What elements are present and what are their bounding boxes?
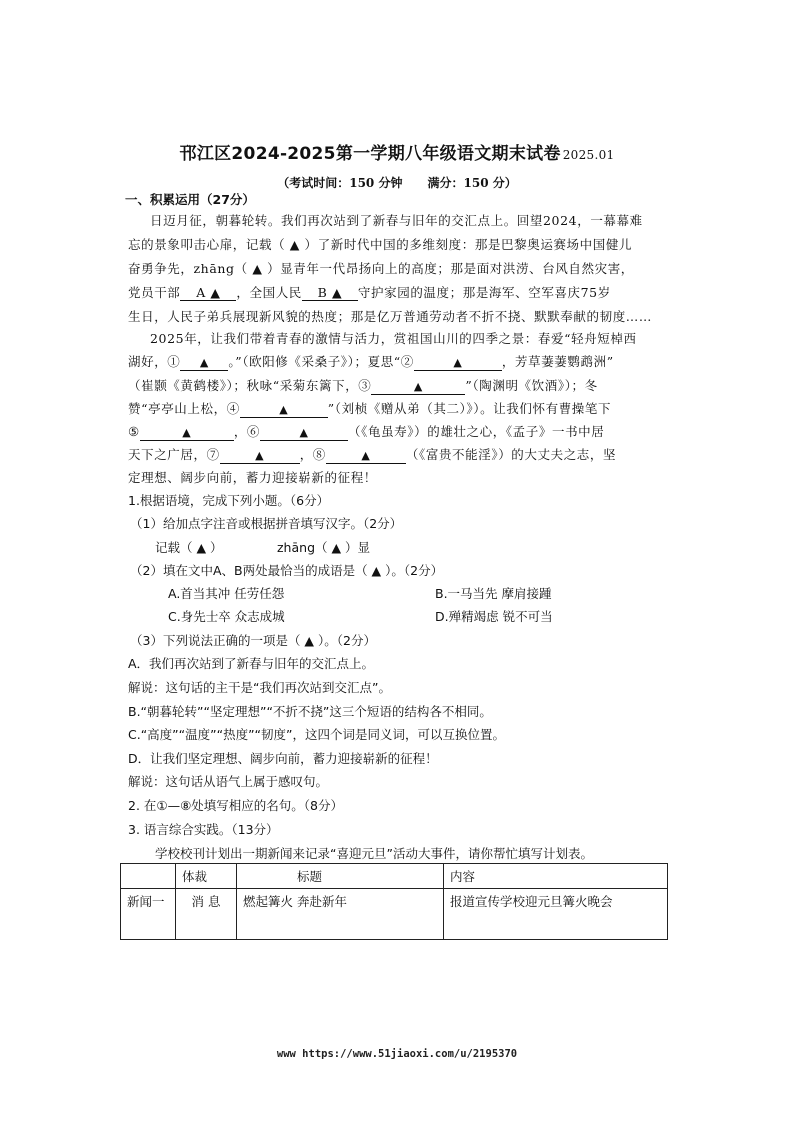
blank-3[interactable]: ▲ <box>371 379 465 395</box>
exam-date: 2025.01 <box>562 148 615 162</box>
para2-line5 <box>128 423 604 441</box>
para2-line2-b: 。”（欧阳修《采桑子》）；夏思“② <box>228 354 414 369</box>
para1-line4-c: 守护家园的温度；那是海军、空军喜庆75岁 <box>357 285 611 300</box>
blank-2[interactable]: ▲ <box>414 355 502 371</box>
table-header-content: 内容 <box>444 864 668 889</box>
para2-line6 <box>128 446 616 464</box>
para1-line4 <box>128 284 611 302</box>
exam-title-text: 邗江区2024-2025第一学期八年级语文期末试卷 <box>179 144 561 164</box>
choice-b[interactable]: B.“朝暮轮转”“坚定理想”“不折不挠”这三个短语的结构各不相同。 <box>128 704 492 719</box>
blank-6[interactable]: ▲ <box>260 425 348 441</box>
table-header-row <box>121 864 668 889</box>
para1-line4-b: ，全国人民 <box>236 285 302 300</box>
para2-line3 <box>128 377 598 395</box>
table-cell-news: 新闻一 <box>121 889 176 940</box>
question-1-3: （3）下列说法正确的一项是（ ▲ ）。（2分） <box>130 633 376 648</box>
table-row <box>121 889 668 940</box>
para2-line6-c: （《富贵不能淫》）的大丈夫之志，坚 <box>405 447 617 462</box>
exam-subtitle: （考试时间：150 分钟 满分：150 分） <box>277 176 517 190</box>
question-1: 1.根据语境，完成下列小题。（6分） <box>128 493 330 508</box>
table-cell-genre[interactable]: 消 息 <box>176 889 237 940</box>
para2-line2-a: 湖好，① <box>128 354 181 369</box>
choice-c[interactable]: C.“高度”“温度”“热度”“韧度”，这四个词是同义词，可以互换位置。 <box>128 727 506 742</box>
blank-1[interactable]: ▲ <box>180 355 228 371</box>
question-2: 2. 在①—⑧处填写相应的名句。（8分） <box>128 798 344 813</box>
choice-d-note: 解说：这句话从语气上属于感叹句。 <box>128 774 329 789</box>
para1-line4-a: 党员干部 <box>128 285 181 300</box>
para1-line3: 奋勇争先，zhāng（ ▲ ）显青年一代昂扬向上的高度；那是面对洪涝、台风自然灾害， <box>128 261 634 276</box>
table-cell-content[interactable]: 报道宣传学校迎元旦篝火晚会 <box>444 889 668 940</box>
blank-5[interactable]: ▲ <box>140 425 234 441</box>
table-header-title: 标题 <box>237 864 444 889</box>
blank-4[interactable]: ▲ <box>240 402 328 418</box>
para2-line3-b: ”（陶渊明《饮酒》）；冬 <box>465 378 598 393</box>
question-1-2: （2）填在文中A、B两处最恰当的成语是（ ▲ ）。（2分） <box>130 563 444 578</box>
option-b[interactable]: B.一马当先 摩肩接踵 <box>435 586 552 601</box>
blank-b[interactable]: B ▲ <box>302 285 358 301</box>
table-header-cell <box>121 864 176 889</box>
blank-7[interactable]: ▲ <box>220 448 300 464</box>
choice-a[interactable]: A．我们再次站到了新春与旧年的交汇点上。 <box>128 656 375 671</box>
para2-line5-c: （《龟虽寿》）的雄壮之心，《孟子》一书中居 <box>348 424 605 439</box>
footer-url[interactable]: www https://www.51jiaoxi.com/u/2195370 <box>276 1048 518 1060</box>
para2-line4-a: 赞“亭亭山上松，④ <box>128 401 240 416</box>
para2-line5-a: ⑤ <box>128 424 140 439</box>
para1-line2: 忘的景象叩击心扉，记载（ ▲ ）了新时代中国的多维刻度：那是巴黎奥运赛场中国健儿 <box>128 237 633 252</box>
para2-line4 <box>128 400 611 418</box>
option-a[interactable]: A.首当其冲 任劳任怨 <box>168 586 285 601</box>
choice-d[interactable]: D．让我们坚定理想、阔步向前，蓄力迎接崭新的征程！ <box>128 751 438 766</box>
exam-title <box>0 139 794 164</box>
para2-line3-a: （崔颢《黄鹤楼》）；秋咏“采菊东篱下，③ <box>128 378 372 393</box>
para2-line1: 2025年，让我们带着青春的激情与活力，赏祖国山川的四季之景：春爱“轻舟短棹西 <box>150 331 637 346</box>
choice-a-note: 解说：这句话的主干是“我们再次站到交汇点”。 <box>128 680 391 695</box>
section-heading: 一、积累运用（27分） <box>125 192 255 207</box>
para2-line2 <box>128 353 614 371</box>
option-d[interactable]: D.殚精竭虑 锐不可当 <box>435 609 553 624</box>
para2-line4-b: ”（刘桢《赠从弟（其二）》）。让我们怀有曹操笔下 <box>327 401 612 416</box>
blank-8[interactable]: ▲ <box>326 448 406 464</box>
table-header-genre: 体裁 <box>176 864 237 889</box>
para2-line7: 定理想、阔步向前，蓄力迎接崭新的征程！ <box>128 470 377 485</box>
option-c[interactable]: C.身先士卒 众志成城 <box>168 609 285 624</box>
para2-line2-c: ，芳草萋萋鹦鹉洲” <box>501 354 614 369</box>
question-1-1-a: 记载（ ▲ ） <box>155 540 223 555</box>
table-cell-title[interactable]: 燃起篝火 奔赴新年 <box>237 889 444 940</box>
question-1-1: （1）给加点字注音或根据拼音填写汉字。（2分） <box>130 516 403 531</box>
question-3-intro: 学校校刊计划出一期新闻来记录“喜迎元旦”活动大事件，请你帮忙填写计划表。 <box>155 846 593 861</box>
para2-line6-b: ，⑧ <box>299 447 326 462</box>
para2-line5-b: ，⑥ <box>233 424 261 439</box>
para1-line5: 生日，人民子弟兵展现新风貌的热度；那是亿万普通劳动者不折不挠、默默奉献的韧度…… <box>128 309 653 324</box>
blank-a[interactable]: A ▲ <box>180 285 236 301</box>
para2-line6-a: 天下之广居，⑦ <box>128 447 220 462</box>
question-3: 3. 语言综合实践。（13分） <box>128 822 279 837</box>
question-1-1-b: zhāng（ ▲ ）显 <box>277 540 371 555</box>
para1-line1: 日迈月征，朝暮轮转。我们再次站到了新春与旧年的交汇点上。回望2024，一幕幕难 <box>150 213 643 228</box>
plan-table <box>120 863 668 940</box>
